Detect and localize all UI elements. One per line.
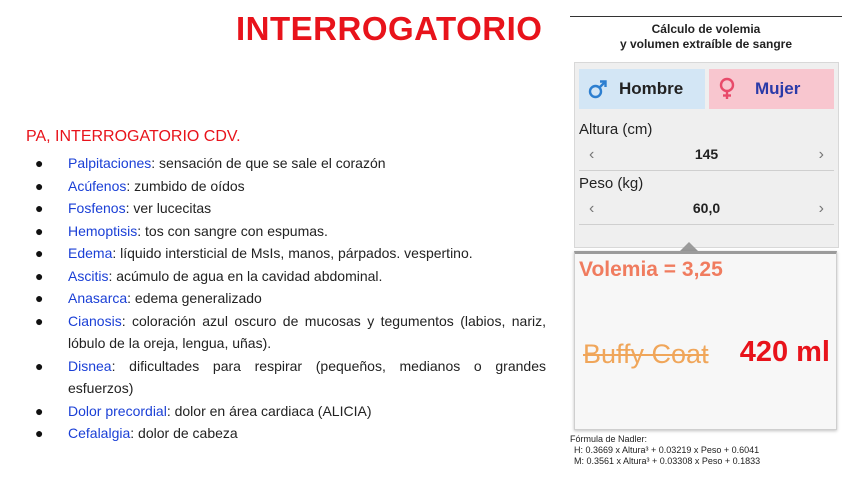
- weight-value: 60,0: [692, 200, 721, 216]
- symptom-description: : ver lucecitas: [125, 200, 212, 216]
- female-button[interactable]: [709, 69, 834, 109]
- list-item: [26, 400, 546, 423]
- symptom-description: : líquido intersticial de MsIs, manos, párpados. vespertino.: [112, 245, 473, 261]
- list-item: [26, 197, 546, 220]
- volemia-result: Volemia = 3,25: [579, 258, 723, 281]
- list-item: [26, 265, 546, 288]
- symptom-description: : sensación de que se sale el corazón: [151, 155, 386, 171]
- symptom-term: Cefalalgia: [68, 425, 131, 441]
- symptom-term: Edema: [68, 245, 113, 261]
- symptom-term: Fosfenos: [68, 200, 126, 216]
- calculator-title-line1: Cálculo de volemia: [651, 22, 761, 36]
- female-button-label: Mujer: [755, 79, 801, 98]
- symptom-description: : dolor de cabeza: [130, 425, 238, 441]
- list-item: [26, 220, 546, 243]
- bullet-icon: ●: [35, 245, 44, 261]
- section-heading: PA, INTERROGATORIO CDV.: [26, 128, 241, 145]
- symptom-description: : dificultades para respirar (pequeños, medianos o grandes esfuerzos): [68, 357, 546, 396]
- female-symbol-icon: [717, 77, 737, 101]
- symptom-term: Dolor precordial: [68, 402, 167, 419]
- symptom-description: : tos con sangre con espumas.: [137, 222, 328, 239]
- formula-female: M: 0.3561 x Altura³ + 0.03308 x Peso + 0.1833: [574, 456, 761, 466]
- formula-note: [570, 434, 760, 467]
- height-increase-icon[interactable]: ›: [818, 146, 824, 163]
- input-panel: [574, 62, 839, 248]
- bullet-icon: ●: [35, 200, 44, 216]
- pointer-arrow-icon: [680, 242, 698, 251]
- height-label: Altura (cm): [579, 121, 653, 138]
- symptom-term: Palpitaciones: [68, 155, 152, 171]
- bullet-icon: ●: [35, 402, 44, 419]
- bullet-icon: ●: [35, 222, 44, 239]
- list-item: [26, 310, 546, 355]
- bullet-icon: ●: [35, 155, 44, 171]
- symptom-description: : coloración azul oscuro de mucosas y tegumentos (labios, nariz, lóbulo de la oreja, lengua, uñas).: [68, 312, 546, 351]
- symptom-term: Ascitis: [68, 267, 109, 284]
- bullet-icon: ●: [35, 357, 44, 374]
- divider: [570, 16, 842, 17]
- calculator-title-line2: y volumen extraíble de sangre: [619, 37, 793, 51]
- extractable-volume: 420 ml: [739, 336, 830, 368]
- symptom-description: : zumbido de oídos: [126, 177, 245, 194]
- symptom-term: Disnea: [68, 357, 112, 374]
- male-symbol-icon: [587, 78, 609, 100]
- symptom-description: : dolor en área cardiaca (ALICIA): [166, 402, 372, 419]
- symptom-list: [26, 152, 546, 445]
- height-value: 145: [694, 146, 719, 162]
- weight-label: Peso (kg): [579, 175, 644, 192]
- weight-decrease-icon[interactable]: ‹: [589, 200, 595, 217]
- divider: [579, 224, 834, 225]
- height-stepper[interactable]: [579, 145, 834, 167]
- male-button-label: Hombre: [619, 79, 684, 98]
- symptom-term: Anasarca: [68, 290, 128, 306]
- list-item: [26, 242, 546, 265]
- buffy-coat-label: Buffy Coat: [583, 339, 709, 369]
- bullet-icon: ●: [35, 425, 44, 441]
- calculator-title: [570, 22, 842, 52]
- weight-stepper[interactable]: [579, 199, 834, 221]
- list-item: [26, 287, 546, 310]
- formula-male: H: 0.3669 x Altura³ + 0.03219 x Peso + 0.6041: [574, 445, 760, 455]
- symptom-term: Cianosis: [68, 312, 122, 329]
- bullet-icon: ●: [35, 290, 44, 306]
- list-item: [26, 175, 546, 198]
- result-card: [574, 251, 837, 430]
- list-item: [26, 422, 546, 445]
- male-button[interactable]: [579, 69, 705, 109]
- symptom-description: : acúmulo de agua en la cavidad abdominal.: [108, 267, 383, 284]
- formula-title: Fórmula de Nadler:: [570, 434, 648, 444]
- page-title: INTERROGATORIO: [236, 10, 543, 47]
- bullet-icon: ●: [35, 312, 44, 329]
- divider: [579, 170, 834, 171]
- height-decrease-icon[interactable]: ‹: [589, 146, 595, 163]
- symptom-description: : edema generalizado: [127, 290, 262, 306]
- symptom-term: Acúfenos: [68, 177, 127, 194]
- bullet-icon: ●: [35, 267, 44, 284]
- list-item: [26, 355, 546, 400]
- bullet-icon: ●: [35, 177, 44, 194]
- symptom-term: Hemoptisis: [68, 222, 138, 239]
- list-item: [26, 152, 546, 175]
- weight-increase-icon[interactable]: ›: [818, 200, 824, 217]
